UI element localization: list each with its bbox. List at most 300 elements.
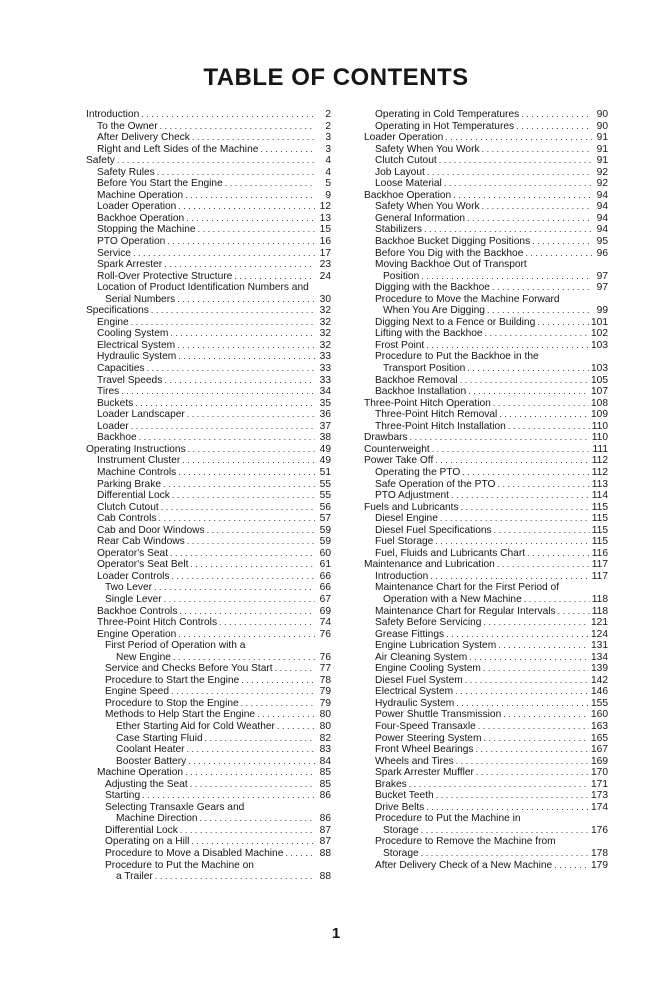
dot-leader: [198, 224, 315, 236]
toc-entry-page: 4: [325, 155, 331, 167]
toc-entry-title: Procedure to Put the Machine in: [375, 813, 521, 825]
dot-leader: [241, 698, 315, 710]
toc-left-column: [86, 109, 331, 883]
toc-entry-page: 82: [319, 732, 331, 744]
dot-leader: [285, 848, 315, 860]
toc-right-column: [364, 109, 608, 871]
toc-entry: [86, 305, 331, 317]
toc-entry-title: To the Owner: [97, 120, 158, 132]
dot-leader: [435, 536, 589, 548]
toc-entry: [364, 340, 608, 352]
toc-entry-title: Three-Point Hitch Installation: [375, 420, 506, 432]
toc-entry-title: Three-Point Hitch Operation: [364, 397, 491, 409]
toc-entry: [86, 144, 331, 156]
dot-leader: [493, 398, 589, 410]
toc-entry-page: 83: [319, 744, 331, 756]
toc-entry-title: Power Shuttle Transmission: [375, 709, 502, 721]
toc-entry-page: 33: [319, 351, 331, 363]
dot-leader: [177, 340, 315, 352]
toc-entry-title: New Engine: [116, 651, 171, 663]
toc-entry-page: 76: [319, 651, 331, 663]
toc-entry-page: 103: [591, 363, 608, 375]
toc-entry-page: 38: [319, 432, 331, 444]
toc-entry: [364, 490, 608, 502]
toc-entry-title: Roll-Over Protective Structure: [97, 270, 233, 282]
toc-entry-title: Procedure to Start the Engine: [105, 674, 240, 686]
dot-leader: [421, 271, 592, 283]
dot-leader: [478, 721, 589, 733]
toc-entry: [86, 502, 331, 514]
toc-entry: [86, 178, 331, 190]
toc-entry-title: Maintenance Chart for the First Period of: [375, 582, 560, 594]
dot-leader: [133, 248, 315, 260]
dot-leader: [494, 525, 590, 537]
dot-leader: [492, 282, 592, 294]
dot-leader: [421, 825, 589, 837]
dot-leader: [185, 767, 315, 779]
dot-leader: [172, 571, 316, 583]
toc-entry-title: Spark Arrester: [97, 259, 163, 271]
dot-leader: [482, 201, 592, 213]
toc-entry-page: 57: [319, 513, 331, 525]
dot-leader: [154, 582, 315, 594]
toc-entry-page: 87: [319, 824, 331, 836]
toc-entry: [364, 144, 608, 156]
toc-entry: [364, 109, 608, 121]
toc-entry-title: Electrical System: [375, 686, 454, 698]
dot-leader: [192, 132, 315, 144]
dot-leader: [499, 409, 589, 421]
toc-entry: [364, 282, 608, 294]
toc-entry-title: Clutch Cutout: [375, 155, 437, 167]
toc-entry-page: 97: [596, 270, 608, 282]
toc-entry: [364, 663, 608, 675]
toc-entry-title: Before You Start the Engine: [97, 178, 223, 190]
dot-leader: [426, 340, 589, 352]
toc-entry: [364, 409, 608, 421]
toc-entry-page: 110: [591, 432, 608, 444]
toc-entry: [364, 121, 608, 133]
toc-entry: [86, 548, 331, 560]
toc-entry-title: Location of Product Identification Numbers and: [97, 282, 309, 294]
toc-entry-page: 69: [319, 605, 331, 617]
toc-entry-title: Specifications: [86, 305, 149, 317]
dot-leader: [151, 305, 315, 317]
dot-leader: [516, 121, 592, 133]
toc-entry-title: Clutch Cutout: [97, 501, 159, 513]
toc-entry-page: 35: [319, 397, 331, 409]
toc-entry: [364, 236, 608, 248]
toc-entry: [364, 386, 608, 398]
toc-entry-title: Backhoe Installation: [375, 386, 467, 398]
toc-entry-title: Starting: [105, 790, 141, 802]
dot-leader: [497, 479, 589, 491]
toc-entry-title: General Information: [375, 212, 466, 224]
toc-entry: [364, 779, 608, 791]
toc-entry: [364, 860, 608, 872]
toc-entry-title: Fuel Storage: [375, 536, 434, 548]
toc-entry-page: 142: [591, 674, 608, 686]
dot-leader: [260, 144, 315, 156]
toc-entry: [86, 432, 331, 444]
toc-entry-page: 16: [319, 236, 331, 248]
dot-leader: [131, 317, 315, 329]
toc-entry-page: 55: [319, 490, 331, 502]
dot-leader: [135, 398, 315, 410]
toc-entry-title: Safety Rules: [97, 166, 155, 178]
dot-leader: [277, 721, 315, 733]
toc-entry: [86, 640, 331, 652]
toc-entry-title: Single Lever: [105, 593, 162, 605]
toc-entry-title: Travel Speeds: [97, 374, 163, 386]
toc-entry-title: Engine Lubrication System: [375, 640, 497, 652]
toc-entry: [86, 479, 331, 491]
toc-entry: [364, 213, 608, 225]
toc-entry: [86, 756, 331, 768]
toc-entry: [364, 155, 608, 167]
toc-entry: [86, 686, 331, 698]
toc-entry: [86, 236, 331, 248]
toc-entry-page: 74: [319, 617, 331, 629]
toc-entry: [364, 617, 608, 629]
toc-entry-title: Loader Landscaper: [97, 409, 185, 421]
toc-entry-page: 101: [591, 316, 608, 328]
toc-entry: [86, 860, 331, 872]
dot-leader: [170, 328, 315, 340]
toc-entry-page: 49: [319, 455, 331, 467]
toc-entry: [86, 213, 331, 225]
toc-entry-page: 60: [319, 547, 331, 559]
toc-entry: [86, 767, 331, 779]
dot-leader: [205, 733, 315, 745]
toc-entry-page: 134: [591, 651, 608, 663]
toc-entry-title: First Period of Operation with a: [105, 640, 246, 652]
toc-entry-page: 80: [319, 709, 331, 721]
toc-entry: [86, 606, 331, 618]
toc-entry-title: Hydraulic System: [97, 351, 177, 363]
toc-entry-title: Fuel, Fluids and Lubricants Chart: [375, 547, 526, 559]
toc-entry-title: Storage: [383, 848, 419, 859]
toc-entry: [86, 282, 331, 294]
toc-entry: [86, 421, 331, 433]
dot-leader: [185, 190, 315, 202]
toc-entry: [364, 825, 608, 837]
toc-entry-title: Operating in Cold Temperatures: [375, 109, 520, 120]
toc-entry: [364, 559, 608, 571]
toc-entry-title: Counterweight: [364, 443, 430, 455]
dot-leader: [275, 663, 315, 675]
toc-entry-page: 4: [325, 166, 331, 178]
dot-leader: [451, 490, 590, 502]
toc-entry-title: Electrical System: [97, 339, 176, 351]
toc-entry-page: 109: [591, 409, 608, 421]
toc-entry: [364, 571, 608, 583]
toc-entry-page: 170: [591, 767, 608, 779]
dot-leader: [141, 109, 315, 121]
dot-leader: [440, 513, 590, 525]
toc-entry: [86, 224, 331, 236]
toc-entry: [364, 502, 608, 514]
toc-entry-title: Stopping the Machine: [97, 224, 196, 236]
toc-entry-title: Digging Next to a Fence or Building: [375, 316, 536, 328]
toc-entry: [86, 259, 331, 271]
dot-leader: [178, 629, 315, 641]
toc-entry-title: Air Cleaning System: [375, 651, 468, 663]
toc-entry-title: Introduction: [86, 109, 140, 120]
dot-leader: [190, 779, 315, 791]
dot-leader: [187, 744, 315, 756]
toc-entry-page: 178: [591, 848, 608, 859]
toc-entry: [86, 848, 331, 860]
toc-entry-title: Selecting Transaxle Gears and: [105, 801, 245, 813]
toc-entry-page: 163: [591, 720, 608, 732]
toc-entry-title: Storage: [383, 824, 419, 836]
toc-entry-title: Backhoe Operation: [364, 189, 452, 201]
toc-entry: [364, 421, 608, 433]
toc-entry: [364, 629, 608, 641]
toc-entry: [86, 513, 331, 525]
toc-entry: [86, 201, 331, 213]
dot-leader: [456, 698, 589, 710]
toc-entry-title: When You Are Digging: [383, 305, 485, 317]
toc-entry-page: 124: [591, 628, 608, 640]
toc-entry: [86, 652, 331, 664]
toc-entry-page: 17: [319, 247, 331, 259]
toc-entry: [364, 594, 608, 606]
toc-entry-title: Front Wheel Bearings: [375, 744, 474, 756]
toc-entry-page: 95: [596, 236, 608, 248]
toc-entry-title: Spark Arrester Muffler: [375, 767, 474, 779]
dot-leader: [178, 467, 315, 479]
dot-leader: [409, 779, 589, 791]
dot-leader: [187, 409, 315, 421]
dot-leader: [483, 663, 589, 675]
toc-entry-page: 102: [591, 328, 608, 340]
toc-entry-title: Case Starting Fluid: [116, 732, 203, 744]
toc-entry-title: Procedure to Remove the Machine from: [375, 836, 556, 848]
toc-entry-title: Engine Speed: [105, 686, 170, 698]
toc-entry: [86, 721, 331, 733]
toc-entry-page: 86: [319, 790, 331, 802]
toc-entry-page: 66: [319, 582, 331, 594]
toc-entry-page: 112: [591, 455, 608, 467]
dot-leader: [430, 571, 590, 583]
toc-entry-title: Two Lever: [105, 582, 152, 594]
dot-leader: [173, 652, 315, 664]
dot-leader: [455, 686, 589, 698]
toc-entry: [364, 756, 608, 768]
dot-leader: [439, 155, 592, 167]
toc-entry-page: 85: [319, 767, 331, 779]
toc-entry: [86, 779, 331, 791]
dot-leader: [508, 421, 590, 433]
toc-entry-title: Buckets: [97, 397, 134, 409]
toc-entry-title: PTO Adjustment: [375, 490, 449, 502]
toc-entry-page: 118: [591, 605, 608, 617]
toc-entry-page: 176: [591, 824, 608, 836]
toc-entry-title: After Delivery Check of a New Machine: [375, 859, 553, 871]
toc-entry-title: Machine Operation: [97, 189, 184, 201]
toc-entry: [364, 248, 608, 260]
toc-entry: [364, 721, 608, 733]
toc-entry-page: 92: [596, 178, 608, 190]
toc-entry: [364, 744, 608, 756]
dot-leader: [521, 109, 592, 121]
toc-entry-title: Service and Checks Before You Start: [105, 663, 273, 675]
dot-leader: [225, 178, 315, 190]
toc-entry: [364, 432, 608, 444]
toc-entry: [364, 190, 608, 202]
toc-entry-page: 173: [591, 790, 608, 802]
toc-entry-page: 23: [319, 259, 331, 271]
toc-entry-title: Differential Lock: [97, 490, 170, 502]
toc-entry-title: Lifting with the Backhoe: [375, 328, 483, 340]
toc-entry-page: 179: [591, 859, 608, 871]
toc-entry: [364, 686, 608, 698]
dot-leader: [468, 386, 589, 398]
toc-entry-title: Diesel Fuel Specifications: [375, 524, 492, 536]
toc-entry-title: Grease Fittings: [375, 628, 445, 640]
toc-entry: [364, 178, 608, 190]
dot-leader: [525, 248, 592, 260]
toc-entry: [364, 132, 608, 144]
toc-entry-title: Operating Instructions: [86, 443, 186, 455]
toc-entry-title: Operation with a New Machine: [383, 593, 522, 605]
toc-entry: [364, 201, 608, 213]
toc-entry-page: 108: [591, 397, 608, 409]
toc-entry-title: Job Layout: [375, 166, 425, 178]
dot-leader: [187, 536, 315, 548]
toc-entry: [86, 813, 331, 825]
toc-entry-page: 67: [319, 593, 331, 605]
dot-leader: [177, 294, 315, 306]
toc-entry-page: 66: [319, 570, 331, 582]
toc-entry: [364, 455, 608, 467]
toc-entry: [86, 132, 331, 144]
dot-leader: [257, 709, 315, 721]
dot-leader: [537, 317, 589, 329]
toc-entry-page: 160: [591, 709, 608, 721]
toc-entry-title: Three-Point Hitch Controls: [97, 617, 218, 629]
toc-entry-page: 91: [596, 143, 608, 155]
dot-leader: [558, 606, 590, 618]
toc-entry: [364, 790, 608, 802]
toc-entry-page: 32: [319, 305, 331, 317]
toc-entry-page: 88: [319, 871, 331, 883]
dot-leader: [180, 825, 315, 837]
toc-entry: [364, 709, 608, 721]
toc-entry-title: Safety: [86, 155, 115, 167]
dot-leader: [524, 594, 590, 606]
toc-entry: [86, 467, 331, 479]
toc-entry-title: Fuels and Lubricants: [364, 501, 459, 513]
toc-entry: [86, 559, 331, 571]
dot-leader: [435, 455, 589, 467]
toc-entry-page: 117: [591, 570, 608, 582]
toc-entry-title: Operating on a Hill: [105, 836, 190, 848]
toc-entry-title: Diesel Engine: [375, 513, 438, 525]
toc-entry: [86, 802, 331, 814]
toc-entry-page: 2: [325, 109, 331, 120]
toc-entry-page: 121: [591, 617, 608, 629]
toc-entry-title: Safety When You Work: [375, 143, 480, 155]
toc-entry-title: PTO Operation: [97, 236, 166, 248]
toc-entry-title: Ether Starting Aid for Cold Weather: [116, 720, 275, 732]
dot-leader: [191, 836, 315, 848]
toc-entry-title: Adjusting the Seat: [105, 778, 188, 790]
toc-entry: [86, 675, 331, 687]
toc-entry-page: 169: [591, 755, 608, 767]
toc-entry: [364, 375, 608, 387]
toc-entry-title: Backhoe: [97, 432, 137, 444]
dot-leader: [147, 363, 315, 375]
dot-leader: [158, 513, 315, 525]
toc-entry: [364, 675, 608, 687]
toc-entry-page: 34: [319, 386, 331, 398]
dot-leader: [155, 871, 315, 883]
toc-entry-title: Parking Brake: [97, 478, 161, 490]
toc-entry-page: 97: [596, 282, 608, 294]
toc-entry-title: Engine Cooling System: [375, 663, 481, 675]
toc-entry-page: 94: [596, 189, 608, 201]
dot-leader: [482, 144, 592, 156]
toc-entry-title: a Trailer: [116, 871, 153, 883]
toc-entry-title: Introduction: [375, 570, 429, 582]
dot-leader: [167, 236, 315, 248]
dot-leader: [460, 375, 589, 387]
dot-leader: [410, 432, 590, 444]
toc-entry-page: 99: [596, 305, 608, 317]
dot-leader: [161, 502, 315, 514]
toc-entry: [364, 640, 608, 652]
toc-entry: [86, 617, 331, 629]
dot-leader: [476, 744, 589, 756]
toc-entry-page: 167: [591, 744, 608, 756]
toc-entry: [364, 351, 608, 363]
dot-leader: [171, 686, 315, 698]
toc-entry-title: Operating the PTO: [375, 466, 461, 478]
dot-leader: [157, 167, 315, 179]
toc-entry-page: 94: [596, 224, 608, 236]
toc-entry-page: 79: [319, 686, 331, 698]
toc-entry: [86, 663, 331, 675]
toc-entry-page: 146: [591, 686, 608, 698]
toc-entry-title: Four-Speed Transaxle: [375, 720, 476, 732]
dot-leader: [424, 224, 592, 236]
toc-entry-page: 105: [591, 374, 608, 386]
dot-leader: [163, 479, 315, 491]
dot-leader: [461, 502, 590, 514]
toc-entry: [364, 259, 608, 271]
toc-entry-page: 131: [591, 640, 608, 652]
dot-leader: [527, 548, 590, 560]
toc-entry: [364, 294, 608, 306]
toc-entry-page: 114: [591, 490, 608, 502]
toc-entry-title: Instrument Cluster: [97, 455, 181, 467]
toc-entry-title: Stabilizers: [375, 224, 422, 236]
dot-leader: [160, 121, 315, 133]
dot-leader: [462, 467, 589, 479]
toc-entry-title: Drawbars: [364, 432, 408, 444]
toc-entry-title: Loader Operation: [364, 132, 444, 144]
dot-leader: [142, 790, 315, 802]
toc-entry-page: 91: [596, 132, 608, 144]
toc-entry: [86, 409, 331, 421]
toc-entry: [86, 294, 331, 306]
toc-entry: [364, 698, 608, 710]
toc-entry-title: Brakes: [375, 778, 407, 790]
toc-entry-title: Loose Material: [375, 178, 442, 190]
